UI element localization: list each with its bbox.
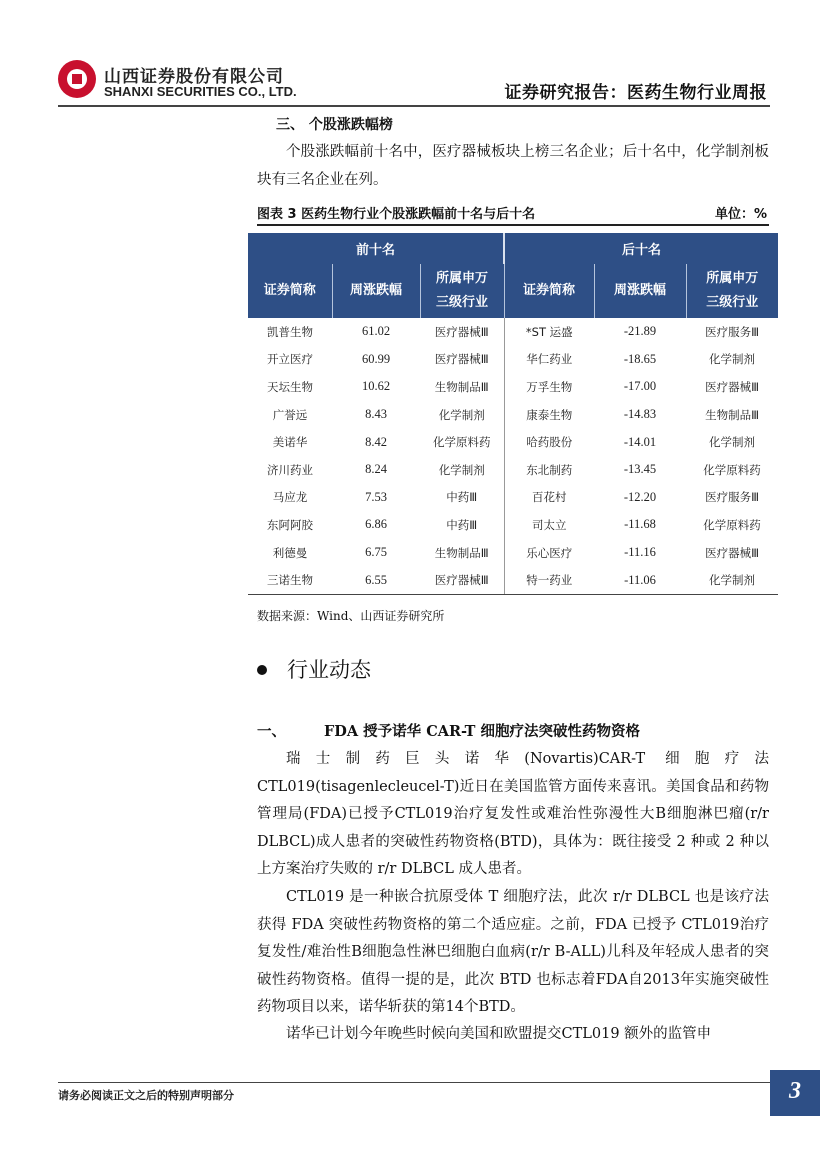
top-stock-change: 8.43 [365, 407, 387, 422]
col-header-industry [686, 264, 778, 318]
bottom-stock-name: 特一药业 [504, 566, 594, 594]
news-paragraph: 诺华已计划今年晚些时候向美国和欧盟提交CTL019 额外的监管申 [286, 1026, 712, 1042]
table-row [248, 511, 778, 539]
bottom-stock-name: 华仁药业 [526, 352, 573, 367]
bottom-stock-change: -17.00 [623, 379, 657, 394]
table-row [248, 566, 778, 594]
col-header-industry-line2: 三级行业 [706, 295, 759, 310]
bottom-stock-name: 东北制药 [526, 462, 573, 477]
top-stock-name: 美诺华 [272, 435, 308, 450]
report-title: 证券研究报告：医药生物行业周报 [504, 83, 767, 103]
bottom-stock-industry: 医疗服务Ⅲ [705, 490, 760, 505]
figure-unit: 单位：% [714, 207, 767, 222]
col-header-name: 证券简称 [504, 264, 594, 318]
top-stock-name: 济川药业 [267, 462, 313, 477]
top-stock-change: 10.62 [361, 379, 391, 394]
bullet-icon [257, 665, 267, 675]
section-heading: 行业动态 [287, 658, 371, 682]
table-row [248, 373, 778, 401]
bottom-stock-change: -14.83 [623, 407, 657, 422]
top-stock-industry: 生物制品Ⅲ [420, 539, 504, 567]
top-stock-industry: 医疗器械Ⅲ [420, 346, 504, 374]
bottom-stock-name: 司太立 [532, 517, 567, 532]
top-stock-name: 东阿阿胶 [267, 517, 313, 532]
table-row [248, 539, 778, 567]
footer-divider [58, 1082, 770, 1083]
top-stock-industry: 中药Ⅲ [420, 484, 504, 512]
top-stock-change: 6.55 [332, 566, 420, 594]
section-heading: 三、 个股涨跌幅榜 [276, 117, 393, 133]
brand-name-en: SHANXI SECURITIES CO., LTD. [104, 84, 297, 99]
top-stock-change: 8.42 [365, 434, 387, 449]
bottom-stock-industry: 化学制剂 [709, 435, 756, 450]
bottom-stock-change: -18.65 [623, 351, 657, 366]
bottom-stock-industry: 医疗服务Ⅲ [705, 324, 760, 339]
news-number: 一、 [257, 723, 286, 740]
table-row [248, 484, 778, 512]
page-number: 3 [789, 1078, 801, 1104]
bottom-stock-change: -14.01 [623, 434, 657, 449]
top-stock-name: 广誉远 [272, 407, 308, 422]
bottom-stock-change: -13.45 [623, 462, 657, 477]
bottom-stock-industry: 化学原料药 [703, 517, 761, 532]
table-row [248, 456, 778, 484]
figure-title: 图表 3 医药生物行业个股涨跌幅前十名与后十名 [257, 207, 536, 222]
top-stock-industry: 医疗器械Ⅲ [420, 318, 504, 346]
top-stock-industry: 化学原料药 [420, 428, 504, 456]
bottom-stock-change: -11.68 [624, 517, 656, 532]
bottom-stock-name: 康泰生物 [526, 407, 573, 422]
group-header-top10: 前十名 [248, 233, 504, 264]
top-stock-change: 61.02 [361, 324, 391, 339]
bottom-stock-name: 乐心医疗 [526, 545, 573, 560]
col-header-change: 周涨跌幅 [594, 264, 686, 318]
disclaimer-note: 请务必阅读正文之后的特别声明部分 [58, 1089, 234, 1102]
ranking-table-body [248, 318, 778, 594]
col-header-change: 周涨跌幅 [332, 264, 420, 318]
col-header-industry-line2: 三级行业 [436, 295, 489, 310]
news-heading [257, 720, 640, 741]
bottom-stock-industry: 医疗器械Ⅲ [705, 379, 760, 394]
table-row [248, 318, 778, 346]
bottom-stock-name: 哈药股份 [526, 435, 573, 450]
top-stock-name: 三诺生物 [248, 566, 332, 594]
bottom-stock-industry: 生物制品Ⅲ [705, 407, 760, 422]
bottom-stock-name: *ST 运盛 [525, 324, 573, 339]
table-row [248, 346, 778, 374]
brand-name-cn: 山西证券股份有限公司 [104, 67, 284, 87]
top-stock-industry: 医疗器械Ⅲ [420, 566, 504, 594]
bottom-stock-industry: 医疗器械Ⅲ [705, 545, 760, 560]
data-source: 数据来源：Wind、山西证券研究所 [257, 609, 445, 623]
top-stock-name: 天坛生物 [267, 379, 313, 394]
table-row [248, 428, 778, 456]
ranking-table [248, 233, 778, 595]
col-header-name: 证券简称 [248, 264, 332, 318]
company-logo-icon [58, 60, 96, 98]
table-row [248, 401, 778, 429]
bottom-stock-industry: 化学制剂 [709, 352, 756, 367]
col-header-industry-line1: 所属申万 [436, 271, 489, 286]
col-header-industry-line1: 所属申万 [706, 271, 759, 286]
top-stock-change: 7.53 [365, 489, 387, 504]
bottom-stock-change: -11.16 [624, 545, 656, 560]
top-stock-industry: 生物制品Ⅲ [420, 373, 504, 401]
bottom-stock-change: -12.20 [623, 489, 657, 504]
col-header-industry [420, 264, 504, 318]
top-stock-change: 8.24 [365, 462, 387, 477]
top-stock-change: 6.86 [365, 517, 387, 532]
section-paragraph: 个股涨跌幅前十名中，医疗器械板块上榜三名企业；后十名中，化学制剂板块有三名企业在列。 [257, 144, 769, 188]
bottom-stock-change: -21.89 [623, 324, 657, 339]
top-stock-industry: 化学制剂 [420, 456, 504, 484]
top-stock-industry: 中药Ⅲ [420, 511, 504, 539]
top-stock-change: 6.75 [365, 545, 387, 560]
top-stock-name: 开立医疗 [267, 352, 313, 367]
group-header-bottom10: 后十名 [504, 233, 778, 264]
top-stock-name: 凯普生物 [267, 324, 313, 339]
news-title: FDA 授予诺华 CAR-T 细胞疗法突破性药物资格 [324, 723, 641, 740]
news-paragraph: 瑞士制药巨头诺华(Novartis)CAR-T 细胞疗法 CTL019(tisagenlecleucel-T)近日在美国监管方面传来喜讯。美国食品和药物管理局(FDA)已授予CTL019治疗复发性或难治性弥漫性大B细胞淋巴瘤(r/r DLBCL)成人患者的突破性药物资格(BTD)，具体为：既往接受 2 种或 2 种以上方案治疗失败的 r/r DLBCL 成人患者。 [257, 751, 769, 877]
top-stock-industry: 化学制剂 [420, 401, 504, 429]
header-divider [58, 105, 770, 107]
bottom-stock-industry: 化学制剂 [686, 566, 778, 594]
bottom-stock-industry: 化学原料药 [703, 462, 761, 477]
top-stock-change: 60.99 [361, 351, 391, 366]
top-stock-name: 马应龙 [272, 490, 308, 505]
figure-divider [257, 224, 769, 226]
news-paragraph: CTL019 是一种嵌合抗原受体 T 细胞疗法，此次 r/r DLBCL 也是该疗法获得 FDA 突破性药物资格的第二个适应症。之前，FDA 已授予 CTL019治疗复发性/难治性B细胞急性淋巴细胞白血病(r/r B-ALL)儿科及年轻成人患者的突破性药物资格。值得一提的是，此次 BTD 也标志着FDA自2013年实施突破性药物项目以来，诺华斩获的第14个BTD。 [257, 889, 769, 1015]
top-stock-name: 利德曼 [272, 545, 308, 560]
bottom-stock-name: 百花村 [532, 490, 567, 505]
bottom-stock-name: 万孚生物 [526, 379, 573, 394]
bottom-stock-change: -11.06 [594, 566, 686, 594]
